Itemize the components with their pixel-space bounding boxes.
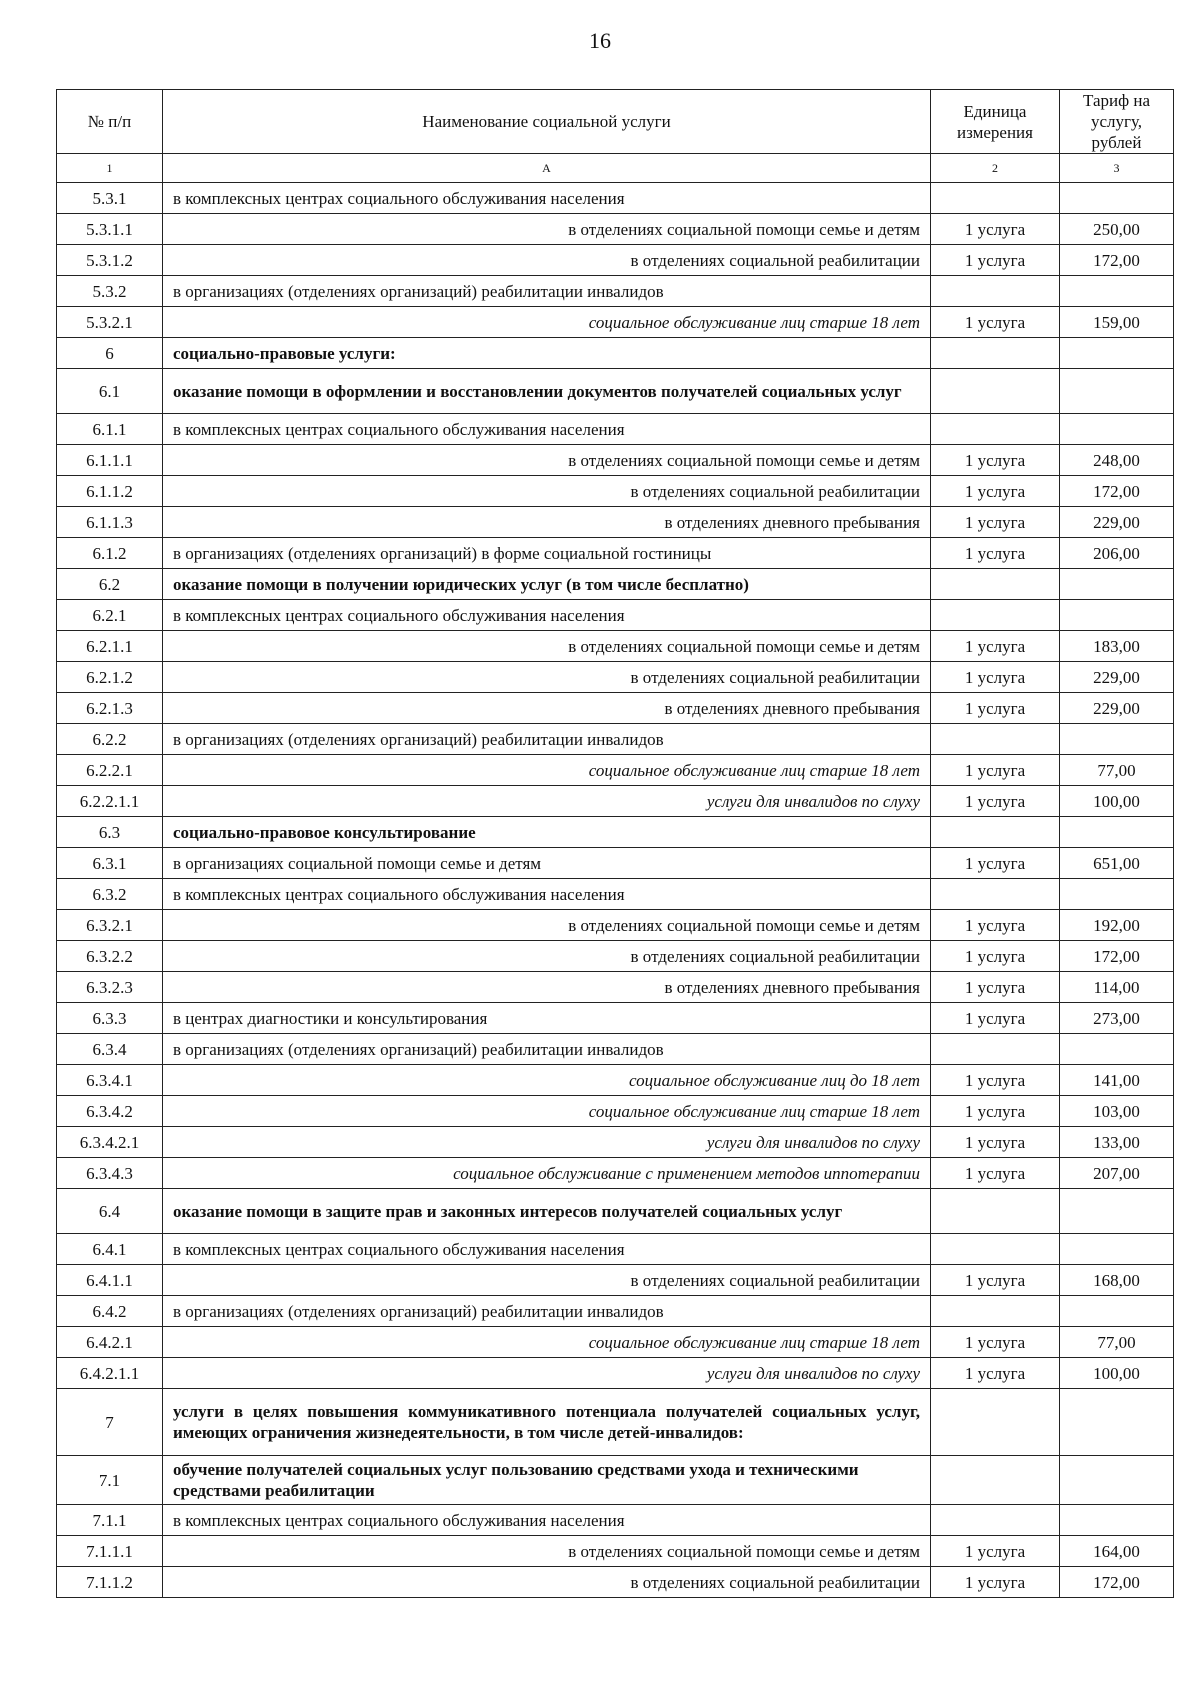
unit-cell: [931, 600, 1060, 631]
row-number-cell: 6.4: [57, 1189, 163, 1234]
service-name-cell: в отделениях социальной помощи семье и детям: [163, 214, 931, 245]
row-number-cell: 6.4.2: [57, 1296, 163, 1327]
table-row: [57, 693, 1174, 724]
unit-cell: [931, 183, 1060, 214]
service-name-cell: в отделениях социальной реабилитации: [163, 662, 931, 693]
table-row: [57, 369, 1174, 414]
row-number-cell: 6.1.1: [57, 414, 163, 445]
service-name-cell: в организациях (отделениях организаций) в форме социальной гостиницы: [163, 538, 931, 569]
row-number-cell: 6.3.1: [57, 848, 163, 879]
row-number-cell: 6.1.1.3: [57, 507, 163, 538]
unit-cell: 1 услуга: [931, 755, 1060, 786]
row-number-cell: 6.3.2: [57, 879, 163, 910]
unit-cell: 1 услуга: [931, 1536, 1060, 1567]
tariff-cell: [1060, 817, 1174, 848]
service-name-cell: услуги для инвалидов по слуху: [163, 1127, 931, 1158]
table-row: [57, 414, 1174, 445]
tariff-cell: 168,00: [1060, 1265, 1174, 1296]
row-number-cell: 6.3.4.2.1: [57, 1127, 163, 1158]
tariff-cell: 172,00: [1060, 476, 1174, 507]
table-row: [57, 245, 1174, 276]
table-row: [57, 631, 1174, 662]
service-name-cell: в организациях (отделениях организаций) реабилитации инвалидов: [163, 1296, 931, 1327]
tariff-cell: [1060, 569, 1174, 600]
row-number-cell: 6.4.1: [57, 1234, 163, 1265]
table-row: [57, 307, 1174, 338]
row-number-cell: 6.4.1.1: [57, 1265, 163, 1296]
unit-cell: [931, 817, 1060, 848]
row-number-cell: 6.3.2.3: [57, 972, 163, 1003]
table-row: [57, 1536, 1174, 1567]
service-name-cell: в отделениях социальной реабилитации: [163, 941, 931, 972]
unit-cell: 1 услуга: [931, 445, 1060, 476]
table-row: [57, 817, 1174, 848]
row-number-cell: 7.1.1: [57, 1505, 163, 1536]
unit-cell: 1 услуга: [931, 910, 1060, 941]
row-number-cell: 6.2.1: [57, 600, 163, 631]
table-row: [57, 1234, 1174, 1265]
table-row: [57, 1158, 1174, 1189]
row-number-cell: 6.4.2.1: [57, 1327, 163, 1358]
table-row: [57, 1389, 1174, 1456]
service-name-cell: социальное обслуживание с применением методов иппотерапии: [163, 1158, 931, 1189]
tariff-cell: [1060, 1034, 1174, 1065]
tariff-cell: 192,00: [1060, 910, 1174, 941]
row-number-cell: 7: [57, 1389, 163, 1456]
row-number-cell: 6.2: [57, 569, 163, 600]
table-row: [57, 755, 1174, 786]
unit-cell: [931, 276, 1060, 307]
service-name-cell: в организациях (отделениях организаций) реабилитации инвалидов: [163, 276, 931, 307]
service-name-cell: в отделениях социальной реабилитации: [163, 1265, 931, 1296]
table-row: [57, 1096, 1174, 1127]
row-number-cell: 6.2.2.1: [57, 755, 163, 786]
tariff-cell: 229,00: [1060, 662, 1174, 693]
page-number: 16: [589, 28, 611, 53]
row-number-cell: 6.2.1.1: [57, 631, 163, 662]
row-number-cell: 6.2.1.2: [57, 662, 163, 693]
tariff-cell: 172,00: [1060, 245, 1174, 276]
unit-cell: 1 услуга: [931, 786, 1060, 817]
tariff-cell: [1060, 276, 1174, 307]
row-number-cell: 6.3.4: [57, 1034, 163, 1065]
tariff-cell: 248,00: [1060, 445, 1174, 476]
table-body: [57, 183, 1174, 1598]
service-name-cell: в организациях (отделениях организаций) реабилитации инвалидов: [163, 1034, 931, 1065]
table-row: [57, 1034, 1174, 1065]
service-name-cell: обучение получателей социальных услуг пользованию средствами ухода и техническими средствами реабилитации: [163, 1456, 931, 1505]
table-row: [57, 1127, 1174, 1158]
unit-cell: [931, 724, 1060, 755]
service-name-cell: в комплексных центрах социального обслуживания населения: [163, 183, 931, 214]
unit-cell: 1 услуга: [931, 848, 1060, 879]
service-name-cell: в отделениях социальной помощи семье и детям: [163, 445, 931, 476]
service-name-cell: в комплексных центрах социального обслуживания населения: [163, 1234, 931, 1265]
table-row: [57, 1327, 1174, 1358]
tariff-cell: 229,00: [1060, 693, 1174, 724]
unit-cell: 1 услуга: [931, 1003, 1060, 1034]
table-row: [57, 1567, 1174, 1598]
unit-cell: [931, 1189, 1060, 1234]
unit-cell: [931, 338, 1060, 369]
service-name-cell: в комплексных центрах социального обслуживания населения: [163, 600, 931, 631]
unit-cell: [931, 1456, 1060, 1505]
tariff-cell: [1060, 1234, 1174, 1265]
table-row: [57, 879, 1174, 910]
tariff-cell: 100,00: [1060, 1358, 1174, 1389]
tariff-cell: 273,00: [1060, 1003, 1174, 1034]
table-row: [57, 1358, 1174, 1389]
unit-cell: 1 услуга: [931, 631, 1060, 662]
row-number-cell: 5.3.2.1: [57, 307, 163, 338]
tariff-cell: 206,00: [1060, 538, 1174, 569]
row-number-cell: 6.3: [57, 817, 163, 848]
unit-cell: 1 услуга: [931, 1358, 1060, 1389]
header-number: № п/п: [57, 90, 163, 154]
service-name-cell: социальное обслуживание лиц старше 18 лет: [163, 755, 931, 786]
table-row: [57, 1296, 1174, 1327]
row-number-cell: 6.3.2.1: [57, 910, 163, 941]
service-name-cell: в организациях (отделениях организаций) реабилитации инвалидов: [163, 724, 931, 755]
service-name-cell: в отделениях социальной реабилитации: [163, 1567, 931, 1598]
service-name-cell: в центрах диагностики и консультирования: [163, 1003, 931, 1034]
table-row: [57, 1003, 1174, 1034]
table-row: [57, 910, 1174, 941]
service-name-cell: оказание помощи в получении юридических услуг (в том числе бесплатно): [163, 569, 931, 600]
tariff-cell: [1060, 1505, 1174, 1536]
tariff-cell: [1060, 1296, 1174, 1327]
table-row: [57, 1265, 1174, 1296]
row-number-cell: 7.1: [57, 1456, 163, 1505]
service-name-cell: в комплексных центрах социального обслуживания населения: [163, 1505, 931, 1536]
table-row: [57, 600, 1174, 631]
unit-cell: 1 услуга: [931, 1065, 1060, 1096]
service-name-cell: в отделениях социальной помощи семье и детям: [163, 1536, 931, 1567]
table-row: [57, 214, 1174, 245]
header-index-row: [57, 154, 1174, 183]
table-row: [57, 569, 1174, 600]
row-number-cell: 6.2.2.1.1: [57, 786, 163, 817]
unit-cell: 1 услуга: [931, 214, 1060, 245]
tariff-cell: 250,00: [1060, 214, 1174, 245]
row-number-cell: 6.4.2.1.1: [57, 1358, 163, 1389]
header-service-name: Наименование социальной услуги: [163, 90, 931, 154]
service-name-cell: услуги для инвалидов по слуху: [163, 786, 931, 817]
table-header-row: [57, 90, 1174, 154]
header-index-cell: 2: [931, 154, 1060, 183]
service-name-cell: социально-правовое консультирование: [163, 817, 931, 848]
service-name-cell: в отделениях дневного пребывания: [163, 972, 931, 1003]
table-row: [57, 972, 1174, 1003]
tariff-cell: [1060, 1456, 1174, 1505]
service-name-cell: услуги в целях повышения коммуникативного потенциала получателей социальных услуг, имеющих ограничения жизнедеятельности, в том числе детей-инвалидов:: [163, 1389, 931, 1456]
tariff-cell: 164,00: [1060, 1536, 1174, 1567]
row-number-cell: 6.3.3: [57, 1003, 163, 1034]
service-name-cell: в отделениях социальной реабилитации: [163, 476, 931, 507]
table-row: [57, 476, 1174, 507]
table-row: [57, 1065, 1174, 1096]
service-name-cell: в отделениях дневного пребывания: [163, 693, 931, 724]
unit-cell: [931, 1389, 1060, 1456]
service-name-cell: в отделениях социальной помощи семье и детям: [163, 910, 931, 941]
tariff-cell: 103,00: [1060, 1096, 1174, 1127]
table-row: [57, 724, 1174, 755]
unit-cell: 1 услуга: [931, 245, 1060, 276]
table-row: [57, 848, 1174, 879]
table-row: [57, 445, 1174, 476]
unit-cell: [931, 569, 1060, 600]
row-number-cell: 6.3.4.1: [57, 1065, 163, 1096]
unit-cell: 1 услуга: [931, 507, 1060, 538]
row-number-cell: 6.1.1.1: [57, 445, 163, 476]
unit-cell: 1 услуга: [931, 1327, 1060, 1358]
tariff-cell: 159,00: [1060, 307, 1174, 338]
header-index-cell: 1: [57, 154, 163, 183]
tariff-cell: 114,00: [1060, 972, 1174, 1003]
service-name-cell: социально-правовые услуги:: [163, 338, 931, 369]
tariff-cell: 183,00: [1060, 631, 1174, 662]
service-name-cell: социальное обслуживание лиц до 18 лет: [163, 1065, 931, 1096]
unit-cell: 1 услуга: [931, 1567, 1060, 1598]
tariff-cell: [1060, 1389, 1174, 1456]
tariff-cell: 651,00: [1060, 848, 1174, 879]
row-number-cell: 6.1.2: [57, 538, 163, 569]
table-row: [57, 183, 1174, 214]
service-name-cell: услуги для инвалидов по слуху: [163, 1358, 931, 1389]
tariff-cell: [1060, 600, 1174, 631]
service-name-cell: оказание помощи в оформлении и восстановлении документов получателей социальных услуг: [163, 369, 931, 414]
tariff-cell: [1060, 724, 1174, 755]
service-name-cell: в отделениях социальной помощи семье и детям: [163, 631, 931, 662]
service-name-cell: оказание помощи в защите прав и законных интересов получателей социальных услуг: [163, 1189, 931, 1234]
unit-cell: [931, 1234, 1060, 1265]
unit-cell: [931, 1296, 1060, 1327]
table-row: [57, 1456, 1174, 1505]
row-number-cell: 7.1.1.1: [57, 1536, 163, 1567]
service-name-cell: социальное обслуживание лиц старше 18 лет: [163, 1096, 931, 1127]
tariff-cell: 77,00: [1060, 1327, 1174, 1358]
tariff-cell: 207,00: [1060, 1158, 1174, 1189]
tariff-table: [56, 89, 1174, 1598]
tariff-cell: 172,00: [1060, 941, 1174, 972]
unit-cell: [931, 1034, 1060, 1065]
tariff-cell: [1060, 1189, 1174, 1234]
table-row: [57, 1189, 1174, 1234]
unit-cell: 1 услуга: [931, 1265, 1060, 1296]
table-row: [57, 1505, 1174, 1536]
table-row: [57, 538, 1174, 569]
unit-cell: 1 услуга: [931, 476, 1060, 507]
tariff-cell: [1060, 338, 1174, 369]
service-name-cell: в отделениях социальной реабилитации: [163, 245, 931, 276]
unit-cell: 1 услуга: [931, 662, 1060, 693]
row-number-cell: 5.3.1: [57, 183, 163, 214]
table-row: [57, 276, 1174, 307]
tariff-cell: 172,00: [1060, 1567, 1174, 1598]
tariff-cell: 133,00: [1060, 1127, 1174, 1158]
table-row: [57, 338, 1174, 369]
row-number-cell: 6.1: [57, 369, 163, 414]
unit-cell: 1 услуга: [931, 972, 1060, 1003]
service-name-cell: социальное обслуживание лиц старше 18 лет: [163, 307, 931, 338]
table-row: [57, 507, 1174, 538]
header-index-cell: А: [163, 154, 931, 183]
service-name-cell: в комплексных центрах социального обслуживания населения: [163, 414, 931, 445]
unit-cell: 1 услуга: [931, 941, 1060, 972]
row-number-cell: 6.2.2: [57, 724, 163, 755]
header-index-cell: 3: [1060, 154, 1174, 183]
row-number-cell: 6.3.4.3: [57, 1158, 163, 1189]
tariff-cell: [1060, 414, 1174, 445]
row-number-cell: 6.3.2.2: [57, 941, 163, 972]
row-number-cell: 5.3.2: [57, 276, 163, 307]
row-number-cell: 6: [57, 338, 163, 369]
table-row: [57, 941, 1174, 972]
tariff-cell: 229,00: [1060, 507, 1174, 538]
service-name-cell: в отделениях дневного пребывания: [163, 507, 931, 538]
service-name-cell: в организациях социальной помощи семье и детям: [163, 848, 931, 879]
tariff-cell: [1060, 879, 1174, 910]
row-number-cell: 6.1.1.2: [57, 476, 163, 507]
header-unit: Единица измерения: [931, 90, 1060, 154]
table-row: [57, 662, 1174, 693]
table-row: [57, 786, 1174, 817]
unit-cell: 1 услуга: [931, 693, 1060, 724]
tariff-cell: 141,00: [1060, 1065, 1174, 1096]
tariff-cell: 77,00: [1060, 755, 1174, 786]
tariff-cell: [1060, 369, 1174, 414]
tariff-cell: 100,00: [1060, 786, 1174, 817]
unit-cell: [931, 879, 1060, 910]
row-number-cell: 7.1.1.2: [57, 1567, 163, 1598]
unit-cell: 1 услуга: [931, 1127, 1060, 1158]
unit-cell: [931, 414, 1060, 445]
row-number-cell: 6.3.4.2: [57, 1096, 163, 1127]
unit-cell: [931, 1505, 1060, 1536]
unit-cell: 1 услуга: [931, 307, 1060, 338]
service-name-cell: в комплексных центрах социального обслуживания населения: [163, 879, 931, 910]
tariff-cell: [1060, 183, 1174, 214]
service-name-cell: социальное обслуживание лиц старше 18 лет: [163, 1327, 931, 1358]
unit-cell: 1 услуга: [931, 1158, 1060, 1189]
row-number-cell: 5.3.1.1: [57, 214, 163, 245]
row-number-cell: 6.2.1.3: [57, 693, 163, 724]
unit-cell: 1 услуга: [931, 538, 1060, 569]
unit-cell: 1 услуга: [931, 1096, 1060, 1127]
header-tariff: Тариф на услугу, рублей: [1060, 90, 1174, 154]
row-number-cell: 5.3.1.2: [57, 245, 163, 276]
unit-cell: [931, 369, 1060, 414]
